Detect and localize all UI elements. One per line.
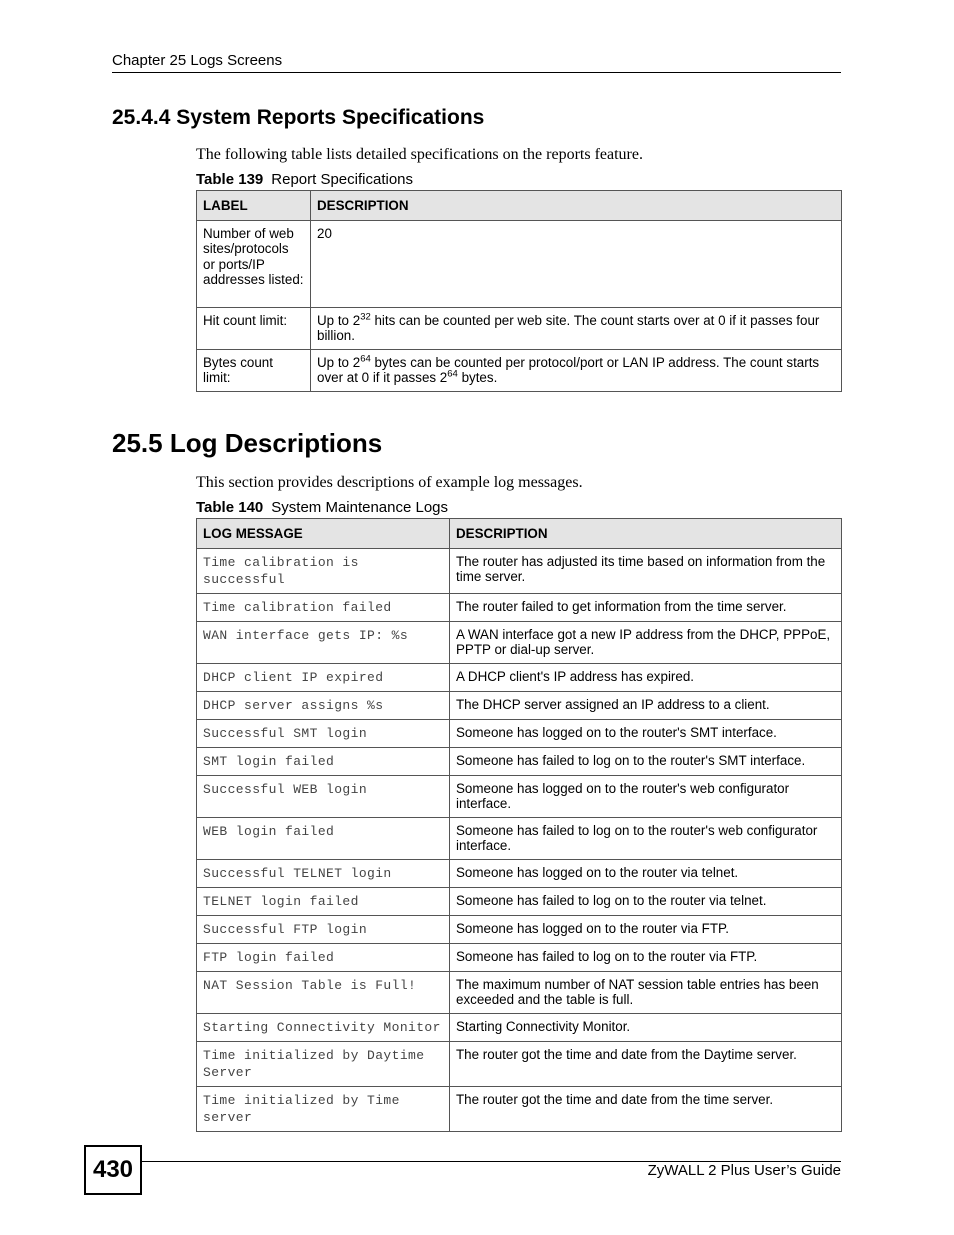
log-message-cell: TELNET login failed <box>197 887 450 915</box>
log-description-cell: Someone has failed to log on to the router via FTP. <box>450 943 842 971</box>
log-message-cell: SMT login failed <box>197 747 450 775</box>
log-description-cell: Someone has logged on to the router via telnet. <box>450 859 842 887</box>
log-message-cell: Successful SMT login <box>197 719 450 747</box>
table-row <box>197 663 842 691</box>
log-description-cell: The router got the time and date from the time server. <box>450 1086 842 1131</box>
row-label: Number of web sites/protocols or ports/IP addresses listed: <box>197 220 311 307</box>
log-message-cell: WEB login failed <box>197 817 450 859</box>
exponent: 64 <box>447 368 458 380</box>
log-message-cell: Successful TELNET login <box>197 859 450 887</box>
description-part: hits can be counted per web site. The count starts over at 0 if it passes four billion. <box>317 312 820 343</box>
table-header-row <box>197 191 842 221</box>
log-description-cell: A WAN interface got a new IP address from the DHCP, PPPoE, PPTP or dial-up server. <box>450 621 842 663</box>
section-heading-25-4-4: 25.4.4 System Reports Specifications <box>112 106 485 129</box>
table-140-title: System Maintenance Logs <box>271 499 449 516</box>
description-part: Up to 2 <box>317 354 361 370</box>
table-row <box>197 548 842 593</box>
table-header-row <box>197 519 842 549</box>
running-header: Chapter 25 Logs Screens <box>112 52 841 73</box>
table-row <box>197 887 842 915</box>
table-row <box>197 593 842 621</box>
table-row <box>197 719 842 747</box>
table-row <box>197 220 842 307</box>
description-part: Up to 2 <box>317 312 361 328</box>
table-139-label: Table 139 <box>196 171 264 188</box>
column-header-description: DESCRIPTION <box>311 191 842 221</box>
log-description-cell: Someone has failed to log on to the router's web configurator interface. <box>450 817 842 859</box>
table-row <box>197 1013 842 1041</box>
log-message-cell: Successful FTP login <box>197 915 450 943</box>
guide-title: ZyWALL 2 Plus User’s Guide <box>647 1162 841 1179</box>
log-message-cell: Time calibration is successful <box>197 548 450 593</box>
log-message-cell: Starting Connectivity Monitor <box>197 1013 450 1041</box>
exponent: 64 <box>360 353 371 365</box>
column-header-label: LABEL <box>197 191 311 221</box>
log-description-cell: Starting Connectivity Monitor. <box>450 1013 842 1041</box>
column-header-log-message: LOG MESSAGE <box>197 519 450 549</box>
row-description <box>311 349 842 391</box>
table-row <box>197 817 842 859</box>
log-description-cell: The DHCP server assigned an IP address to a client. <box>450 691 842 719</box>
table-row <box>197 915 842 943</box>
log-intro-text: This section provides descriptions of example log messages. <box>196 474 583 491</box>
log-message-cell: Time initialized by Time server <box>197 1086 450 1131</box>
table-140-caption <box>196 499 448 516</box>
table-row <box>197 971 842 1013</box>
log-description-cell: The router has adjusted its time based on information from the time server. <box>450 548 842 593</box>
table-row <box>197 775 842 817</box>
row-label: Bytes count limit: <box>197 349 311 391</box>
log-message-cell: DHCP server assigns %s <box>197 691 450 719</box>
table-139-caption <box>196 171 413 188</box>
log-description-cell: Someone has logged on to the router via FTP. <box>450 915 842 943</box>
log-message-cell: FTP login failed <box>197 943 450 971</box>
log-description-cell: Someone has failed to log on to the router's SMT interface. <box>450 747 842 775</box>
table-row <box>197 349 842 391</box>
column-header-description: DESCRIPTION <box>450 519 842 549</box>
table-row <box>197 1086 842 1131</box>
table-139-title: Report Specifications <box>271 171 414 188</box>
log-message-cell: Time initialized by Daytime Server <box>197 1041 450 1086</box>
table-row <box>197 307 842 349</box>
log-description-cell: Someone has logged on to the router's web configurator interface. <box>450 775 842 817</box>
reports-intro-text: The following table lists detailed specifications on the reports feature. <box>196 146 643 163</box>
table-row <box>197 1041 842 1086</box>
page-number: 430 <box>84 1145 142 1195</box>
table-row <box>197 621 842 663</box>
log-description-cell: A DHCP client's IP address has expired. <box>450 663 842 691</box>
row-label: Hit count limit: <box>197 307 311 349</box>
table-row <box>197 691 842 719</box>
table-140-label: Table 140 <box>196 499 264 516</box>
exponent: 32 <box>360 311 371 323</box>
section-heading-25-5: 25.5 Log Descriptions <box>112 428 383 458</box>
system-maintenance-logs-table <box>196 518 842 1132</box>
row-description <box>311 307 842 349</box>
table-row <box>197 859 842 887</box>
log-message-cell: Time calibration failed <box>197 593 450 621</box>
description-part: bytes. <box>457 370 498 385</box>
description-part: bytes can be counted per protocol/port or LAN IP address. The count starts over at 0 if it passes 2 <box>317 354 820 385</box>
table-row <box>197 943 842 971</box>
table-row <box>197 747 842 775</box>
log-description-cell: Someone has failed to log on to the router via telnet. <box>450 887 842 915</box>
log-message-cell: Successful WEB login <box>197 775 450 817</box>
log-message-cell: NAT Session Table is Full! <box>197 971 450 1013</box>
log-message-cell: DHCP client IP expired <box>197 663 450 691</box>
log-description-cell: The router failed to get information from the time server. <box>450 593 842 621</box>
row-description: 20 <box>311 220 842 307</box>
log-description-cell: The router got the time and date from the Daytime server. <box>450 1041 842 1086</box>
log-message-cell: WAN interface gets IP: %s <box>197 621 450 663</box>
log-description-cell: Someone has logged on to the router's SMT interface. <box>450 719 842 747</box>
log-description-cell: The maximum number of NAT session table entries has been exceeded and the table is full. <box>450 971 842 1013</box>
report-specifications-table <box>196 190 842 392</box>
